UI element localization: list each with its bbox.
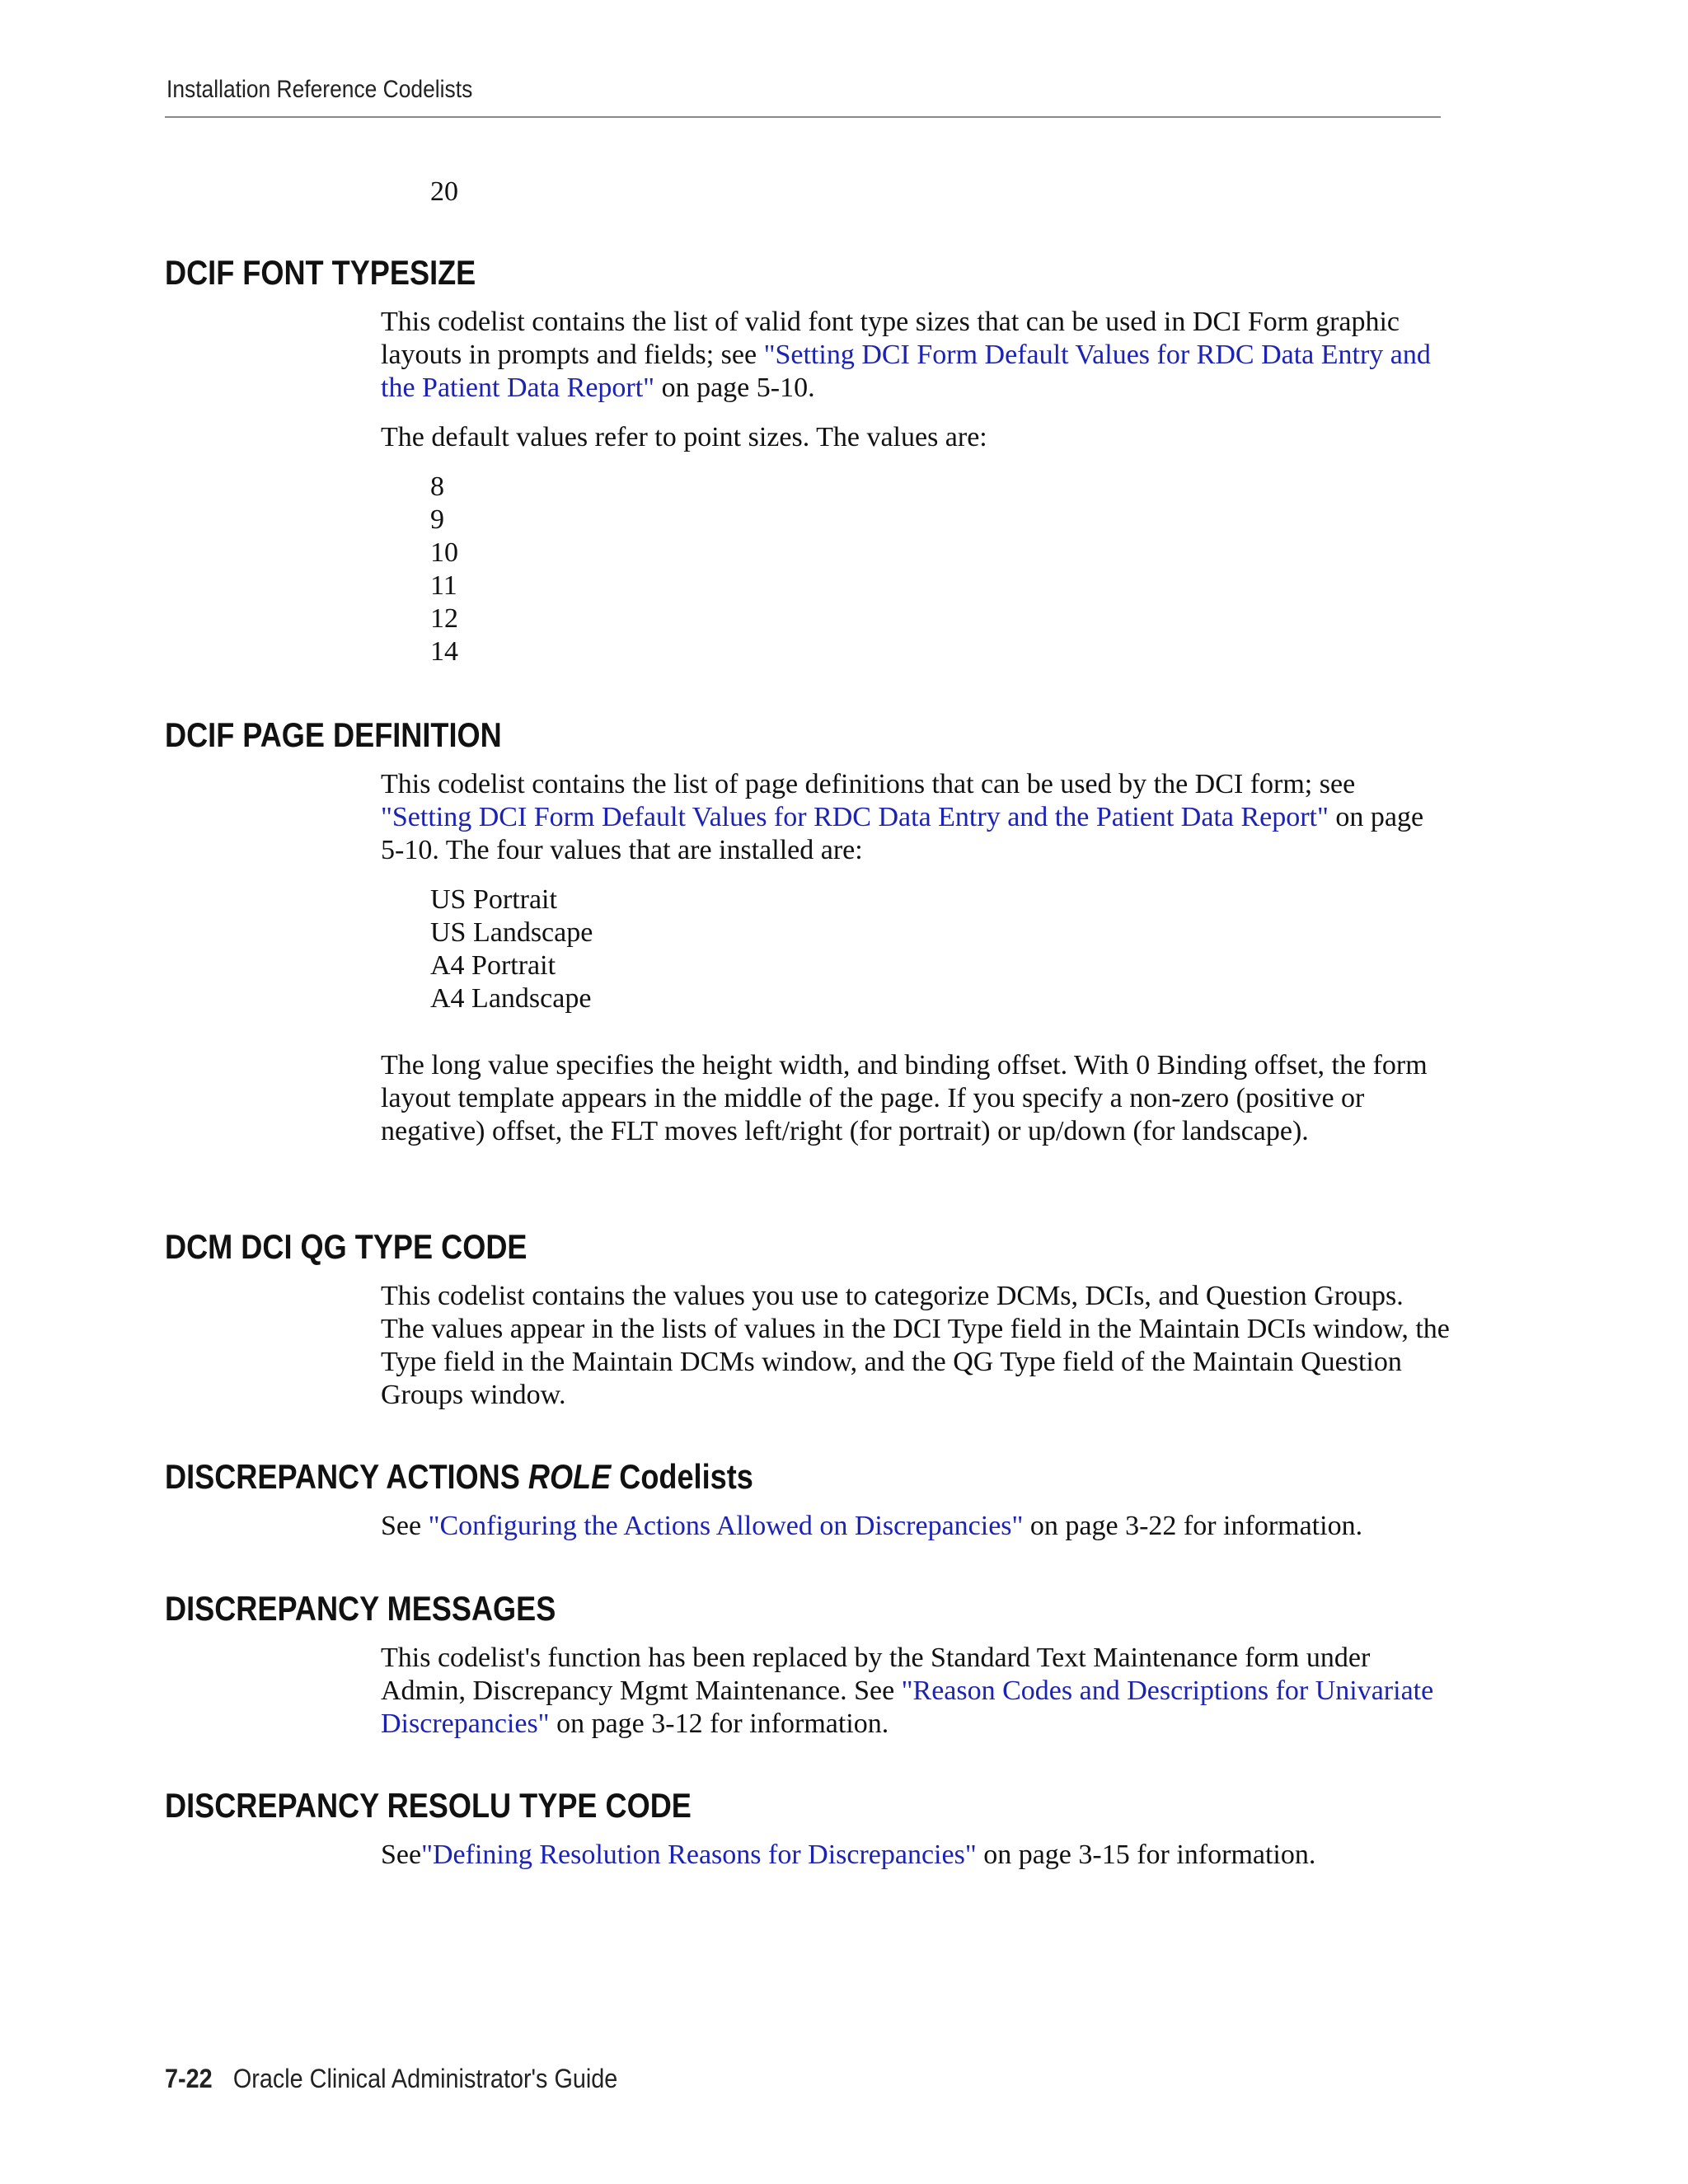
title-text: Codelists bbox=[611, 1457, 753, 1496]
list-item: A4 Landscape bbox=[430, 983, 592, 1014]
list-item: 10 bbox=[430, 537, 458, 568]
list-item: 12 bbox=[430, 603, 458, 634]
cross-reference-link[interactable]: "Defining Resolution Reasons for Discrepancies" bbox=[421, 1840, 977, 1870]
paragraph-text: on page 5-10. bbox=[654, 373, 815, 403]
list-item: 20 bbox=[430, 176, 458, 207]
section-title-dcm-dci-qg-type-code: DCM DCI QG TYPE CODE bbox=[165, 1227, 528, 1266]
section-paragraph bbox=[381, 768, 1452, 867]
paragraph-text: This codelist contains the list of page definitions that can be used by the DCI form; see bbox=[381, 769, 1356, 799]
list-item: 14 bbox=[430, 636, 458, 667]
font-size-value-list bbox=[430, 471, 458, 668]
list-item: A4 Portrait bbox=[430, 950, 556, 981]
section-paragraph bbox=[381, 306, 1452, 405]
paragraph-text: on page 5-10. The four values that are installed are: bbox=[381, 802, 1424, 865]
cross-reference-link[interactable]: "Setting DCI Form Default Values for RDC Data Entry and the Patient Data Report" bbox=[381, 340, 1431, 403]
page-number: 7-22 bbox=[165, 2064, 213, 2093]
section-title-dcif-font-typesize: DCIF FONT TYPESIZE bbox=[165, 253, 476, 292]
section-title-discrepancy-messages: DISCREPANCY MESSAGES bbox=[165, 1589, 556, 1628]
section-paragraph bbox=[381, 1839, 1452, 1872]
section-paragraph bbox=[381, 1642, 1452, 1741]
title-text: DISCREPANCY ACTIONS bbox=[165, 1457, 528, 1496]
section-paragraph: The long value specifies the height width, and binding offset. With 0 Binding offset, the form layout template appears in the middle of the page. If you specify a non-zero (positive or negative) offset, the FLT moves left/right (for portrait) or up/down (for landscape). bbox=[381, 1050, 1428, 1146]
section-title-dcif-page-definition: DCIF PAGE DEFINITION bbox=[165, 715, 502, 754]
paragraph-text: on page 3-12 for information. bbox=[549, 1708, 889, 1739]
cross-reference-link[interactable]: "Reason Codes and Descriptions for Univariate Discrepancies" bbox=[381, 1675, 1434, 1739]
title-italic-text: ROLE bbox=[528, 1457, 612, 1496]
section-paragraph: The default values refer to point sizes. The values are: bbox=[381, 422, 987, 452]
paragraph-text: See bbox=[381, 1511, 429, 1541]
continued-value-list bbox=[430, 176, 458, 209]
paragraph-text: on page 3-22 for information. bbox=[1023, 1511, 1363, 1541]
header-divider bbox=[165, 116, 1441, 118]
paragraph-text: This codelist contains the list of valid font type sizes that can be used in DCI Form graphic layouts in prompts and fields; see bbox=[381, 307, 1400, 370]
section-title-discrepancy-actions-role-codelists bbox=[165, 1456, 753, 1497]
cross-reference-link[interactable]: "Configuring the Actions Allowed on Discrepancies" bbox=[428, 1511, 1024, 1541]
cross-reference-link[interactable]: "Setting DCI Form Default Values for RDC Data Entry and the Patient Data Report" bbox=[381, 802, 1329, 832]
book-title: Oracle Clinical Administrator's Guide bbox=[232, 2064, 618, 2093]
list-item: 11 bbox=[430, 570, 457, 601]
list-item: 8 bbox=[430, 471, 444, 502]
list-item: US Portrait bbox=[430, 884, 557, 915]
section-paragraph bbox=[381, 1510, 1452, 1543]
paragraph-text: See bbox=[381, 1840, 422, 1870]
running-header: Installation Reference Codelists bbox=[166, 76, 473, 103]
page-footer bbox=[165, 2064, 617, 2094]
list-item: US Landscape bbox=[430, 917, 593, 948]
section-title-discrepancy-resolu-type-code: DISCREPANCY RESOLU TYPE CODE bbox=[165, 1786, 692, 1825]
list-item: 9 bbox=[430, 504, 444, 535]
page-definition-value-list bbox=[430, 883, 593, 1015]
paragraph-text: on page 3-15 for information. bbox=[976, 1840, 1316, 1870]
paragraph-text: This codelist's function has been replaced by the Standard Text Maintenance form under Admin, Discrepancy Mgmt Maintenance. See bbox=[381, 1643, 1371, 1706]
section-paragraph: This codelist contains the values you use to categorize DCMs, DCIs, and Question Groups. The values appear in the lists of values in the DCI Type field in the Maintain DCIs window, the Type field in the Maintain DCMs window, and the QG Type field of the Maintain Question Groups window. bbox=[381, 1281, 1450, 1410]
